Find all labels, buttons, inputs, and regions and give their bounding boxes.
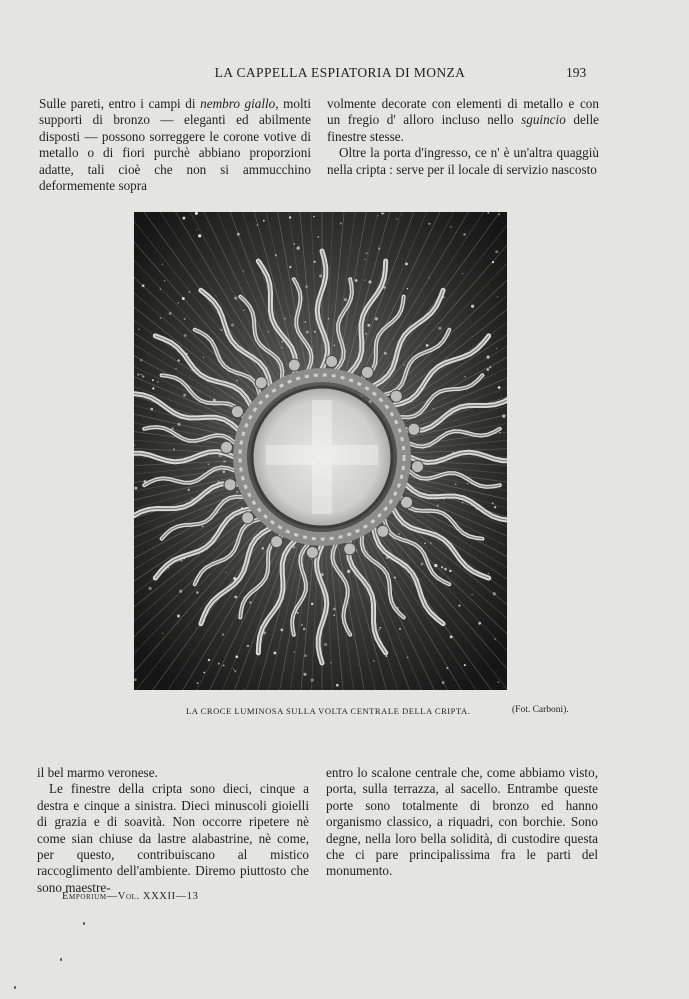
star-dot bbox=[428, 223, 430, 225]
star-dot bbox=[498, 681, 500, 683]
star-dot bbox=[462, 502, 464, 504]
cherub-ornament bbox=[361, 366, 373, 378]
star-dot bbox=[433, 408, 434, 409]
star-dot bbox=[284, 318, 286, 320]
star-dot bbox=[311, 678, 314, 681]
star-dot bbox=[304, 321, 306, 323]
star-dot bbox=[366, 252, 368, 254]
cherub-ornament bbox=[242, 512, 254, 524]
star-dot bbox=[498, 386, 501, 389]
star-dot bbox=[487, 356, 490, 359]
star-dot bbox=[441, 566, 443, 568]
star-dot bbox=[281, 340, 284, 343]
star-dot bbox=[301, 624, 303, 626]
star-dot bbox=[496, 348, 497, 349]
star-dot bbox=[236, 380, 238, 382]
star-dot bbox=[263, 220, 265, 222]
star-dot bbox=[289, 216, 291, 218]
star-dot bbox=[314, 261, 316, 263]
cherub-ornament bbox=[401, 496, 413, 508]
star-dot bbox=[381, 212, 383, 214]
text-column-bottom-right bbox=[326, 765, 598, 880]
star-dot bbox=[178, 359, 180, 361]
star-dot bbox=[262, 547, 264, 549]
star-dot bbox=[330, 662, 331, 663]
star-dot bbox=[202, 525, 204, 527]
cherub-ornament bbox=[288, 359, 300, 371]
text-run: volmente decorate con elementi di metallo e con un fregio d' alloro incluso nello bbox=[327, 96, 599, 128]
star-dot bbox=[142, 284, 145, 287]
star-dot bbox=[324, 643, 327, 646]
star-dot bbox=[282, 347, 283, 348]
star-dot bbox=[386, 655, 388, 657]
star-dot bbox=[303, 628, 306, 631]
star-dot bbox=[493, 592, 496, 595]
star-dot bbox=[134, 678, 137, 681]
star-dot bbox=[223, 665, 225, 667]
ink-speck bbox=[83, 922, 85, 925]
star-dot bbox=[268, 331, 270, 333]
star-dot bbox=[424, 542, 426, 544]
star-dot bbox=[437, 504, 439, 506]
star-dot bbox=[179, 590, 182, 593]
star-dot bbox=[141, 374, 143, 376]
star-dot bbox=[450, 226, 451, 227]
star-dot bbox=[317, 236, 319, 238]
star-dot bbox=[303, 673, 306, 676]
star-dot bbox=[488, 573, 489, 574]
star-dot bbox=[347, 570, 350, 573]
star-dot bbox=[428, 277, 430, 279]
star-dot bbox=[377, 215, 378, 216]
star-dot bbox=[162, 264, 164, 266]
star-dot bbox=[378, 629, 380, 631]
page-number: 193 bbox=[566, 65, 587, 80]
star-dot bbox=[189, 291, 191, 293]
cherub-ornament bbox=[271, 536, 283, 548]
star-dot bbox=[471, 305, 474, 308]
star-dot bbox=[236, 491, 238, 493]
star-dot bbox=[243, 689, 244, 690]
star-dot bbox=[319, 274, 322, 277]
cherub-ornament bbox=[231, 406, 243, 418]
text-run: entro lo scalone centrale che, come abbiamo visto, porta, sulla terrazza, al sacello. Entrambe queste porte sono totalmente di bronzo ed hanno organismo classico, a riquadri, con borchie. Sono degne, nella loro bella solidità, di custodire questa che ci pare principalissima fra le parti del monumento. bbox=[326, 765, 598, 879]
star-dot bbox=[183, 394, 186, 397]
paragraph bbox=[327, 145, 599, 178]
luminous-cross-illustration bbox=[134, 212, 507, 690]
star-dot bbox=[450, 635, 453, 638]
star-dot bbox=[355, 279, 358, 282]
star-dot bbox=[150, 408, 153, 411]
paragraph bbox=[37, 781, 309, 896]
star-dot bbox=[364, 259, 365, 260]
star-dot bbox=[203, 672, 205, 674]
text-run: delle finestre stesse. bbox=[327, 112, 599, 144]
paragraph bbox=[326, 765, 598, 880]
cherub-ornament bbox=[306, 547, 318, 559]
star-dot bbox=[394, 576, 396, 578]
star-dot bbox=[293, 651, 295, 653]
text-column-top-right bbox=[327, 96, 599, 178]
star-dot bbox=[434, 564, 437, 567]
star-dot bbox=[195, 212, 198, 215]
star-dot bbox=[244, 310, 245, 311]
star-dot bbox=[344, 298, 347, 301]
star-dot bbox=[289, 266, 291, 268]
cherub-ornament bbox=[377, 525, 389, 537]
star-dot bbox=[160, 289, 161, 290]
star-dot bbox=[314, 331, 316, 333]
star-dot bbox=[486, 368, 489, 371]
star-dot bbox=[220, 329, 222, 331]
star-dot bbox=[497, 296, 498, 297]
footer-signature: Emporium—Vol. XXXII—13 bbox=[62, 891, 199, 902]
star-dot bbox=[499, 432, 500, 433]
star-dot bbox=[494, 506, 496, 508]
star-dot bbox=[182, 297, 185, 300]
star-dot bbox=[233, 669, 234, 670]
star-dot bbox=[208, 463, 210, 465]
star-dot bbox=[188, 489, 190, 491]
star-dot bbox=[364, 279, 365, 280]
star-dot bbox=[313, 216, 315, 218]
star-dot bbox=[152, 387, 154, 389]
star-dot bbox=[492, 502, 494, 504]
star-dot bbox=[218, 663, 220, 665]
star-dot bbox=[225, 572, 226, 573]
star-dot bbox=[421, 563, 424, 566]
star-dot bbox=[311, 603, 313, 605]
star-dot bbox=[157, 381, 159, 383]
star-dot bbox=[236, 655, 239, 658]
star-dot bbox=[164, 280, 166, 282]
star-dot bbox=[375, 317, 378, 320]
text-column-bottom-left bbox=[37, 765, 309, 896]
star-dot bbox=[134, 487, 137, 490]
star-dot bbox=[138, 329, 139, 330]
star-dot bbox=[222, 633, 224, 635]
star-dot bbox=[140, 359, 143, 362]
star-dot bbox=[306, 331, 309, 334]
star-dot bbox=[455, 483, 457, 485]
star-dot bbox=[203, 357, 204, 358]
paragraph bbox=[39, 96, 311, 194]
star-dot bbox=[234, 596, 237, 599]
star-dot bbox=[294, 243, 295, 244]
star-dot bbox=[328, 318, 329, 319]
text-run: il bel marmo veronese. bbox=[37, 765, 158, 780]
text-run: Le finestre della cripta sono dieci, cinque a destra e cinque a sinistra. Dieci minuscoli gioielli di grazia e di soavità. Non occorre ripetere nè come sian chiuse da lastre alabastrine, nè come, per questo, contribuiscano al mistico raccoglimento dell'ambiente. Diremo piuttosto che sono maestre- bbox=[37, 781, 309, 895]
star-dot bbox=[184, 318, 186, 320]
cherub-ornament bbox=[221, 441, 233, 453]
star-dot bbox=[196, 591, 198, 593]
star-dot bbox=[177, 615, 180, 618]
star-dot bbox=[196, 229, 197, 230]
cherub-ornament bbox=[344, 543, 356, 555]
star-dot bbox=[404, 364, 405, 365]
star-dot bbox=[304, 654, 307, 657]
star-dot bbox=[169, 312, 172, 315]
star-dot bbox=[177, 423, 180, 426]
star-dot bbox=[321, 573, 323, 575]
star-dot bbox=[333, 608, 336, 611]
star-dot bbox=[462, 273, 463, 274]
star-dot bbox=[197, 682, 199, 684]
star-dot bbox=[234, 670, 236, 672]
star-dot bbox=[175, 368, 176, 369]
star-dot bbox=[405, 262, 408, 265]
paragraph bbox=[37, 765, 309, 781]
star-dot bbox=[430, 542, 431, 543]
star-dot bbox=[444, 568, 447, 571]
star-dot bbox=[464, 664, 466, 666]
star-dot bbox=[208, 659, 211, 662]
star-dot bbox=[442, 681, 445, 684]
star-dot bbox=[333, 614, 335, 616]
star-dot bbox=[142, 375, 144, 377]
star-dot bbox=[213, 399, 216, 402]
star-dot bbox=[305, 286, 307, 288]
figure-caption: LA CROCE LUMINOSA SULLA VOLTA CENTRALE DELLA CRIPTA. bbox=[186, 706, 471, 716]
star-dot bbox=[162, 633, 163, 634]
star-dot bbox=[340, 223, 342, 225]
italic-term: nembro giallo, bbox=[200, 96, 279, 111]
star-dot bbox=[502, 415, 505, 418]
star-dot bbox=[297, 612, 299, 614]
text-column-top-left bbox=[39, 96, 311, 194]
star-dot bbox=[399, 628, 401, 630]
star-dot bbox=[492, 261, 494, 263]
star-dot bbox=[489, 366, 491, 368]
star-dot bbox=[184, 334, 187, 337]
photo-credit: (Fot. Carboni). bbox=[512, 705, 569, 715]
star-dot bbox=[160, 317, 162, 319]
star-dot bbox=[273, 651, 276, 654]
star-dot bbox=[464, 376, 466, 378]
star-dot bbox=[494, 638, 496, 640]
star-dot bbox=[446, 667, 448, 669]
star-dot bbox=[398, 533, 399, 534]
star-dot bbox=[467, 483, 468, 484]
star-dot bbox=[458, 605, 460, 607]
cherub-ornament bbox=[224, 479, 236, 491]
star-dot bbox=[198, 234, 201, 237]
star-dot bbox=[152, 379, 154, 381]
star-dot bbox=[379, 627, 381, 629]
star-dot bbox=[234, 297, 237, 300]
star-dot bbox=[368, 280, 371, 283]
running-title: LA CAPPELLA ESPIATORIA DI MONZA bbox=[214, 65, 466, 80]
ink-speck bbox=[14, 986, 16, 989]
star-dot bbox=[247, 645, 250, 648]
star-dot bbox=[297, 246, 300, 249]
star-dot bbox=[243, 270, 244, 271]
star-dot bbox=[498, 214, 499, 215]
star-dot bbox=[191, 497, 192, 498]
star-dot bbox=[463, 233, 466, 236]
text-run: Oltre la porta d'ingresso, ce n' è un'altra quaggiù nella cripta : serve per il locale di servizio nascosto bbox=[327, 145, 599, 177]
star-dot bbox=[222, 470, 225, 473]
star-dot bbox=[367, 324, 370, 327]
star-dot bbox=[223, 460, 225, 462]
cherub-ornament bbox=[326, 356, 338, 368]
star-dot bbox=[396, 218, 397, 219]
ink-speck bbox=[60, 958, 62, 961]
star-dot bbox=[426, 344, 429, 347]
text-run: molti supporti di bronzo — eleganti ed abilmente disposti — possono sorreggere le corone votive di metallo o di fiori purchè abbiano proporzioni adatte, tali cioè che non si ammucchino deformemente sopra bbox=[39, 96, 311, 194]
star-dot bbox=[361, 395, 362, 396]
star-dot bbox=[137, 373, 140, 376]
star-dot bbox=[333, 344, 335, 346]
star-dot bbox=[471, 594, 472, 595]
star-dot bbox=[257, 224, 258, 225]
star-dot bbox=[148, 587, 151, 590]
star-dot bbox=[237, 233, 240, 236]
star-dot bbox=[336, 684, 339, 687]
star-dot bbox=[249, 601, 251, 603]
star-dot bbox=[407, 657, 408, 658]
star-dot bbox=[231, 324, 234, 327]
star-dot bbox=[478, 622, 481, 625]
star-dot bbox=[449, 570, 451, 572]
star-dot bbox=[365, 333, 367, 335]
star-dot bbox=[438, 327, 441, 330]
star-dot bbox=[373, 660, 374, 661]
italic-term: sguincio bbox=[521, 112, 566, 128]
star-dot bbox=[495, 250, 498, 253]
star-dot bbox=[487, 212, 489, 214]
cherub-ornament bbox=[255, 377, 267, 389]
star-dot bbox=[407, 288, 409, 290]
star-dot bbox=[173, 448, 175, 450]
text-run: Sulle pareti, entro i campi di bbox=[39, 96, 201, 111]
star-dot bbox=[384, 352, 387, 355]
star-dot bbox=[275, 254, 277, 256]
star-dot bbox=[378, 247, 380, 249]
cherub-ornament bbox=[408, 423, 420, 435]
star-dot bbox=[182, 217, 185, 220]
cherub-ornament bbox=[390, 390, 402, 402]
cherub-ornament bbox=[412, 461, 424, 473]
paragraph bbox=[327, 96, 599, 145]
star-dot bbox=[281, 629, 284, 632]
figure-photo-luminous-cross bbox=[134, 212, 507, 690]
star-dot bbox=[177, 302, 179, 304]
